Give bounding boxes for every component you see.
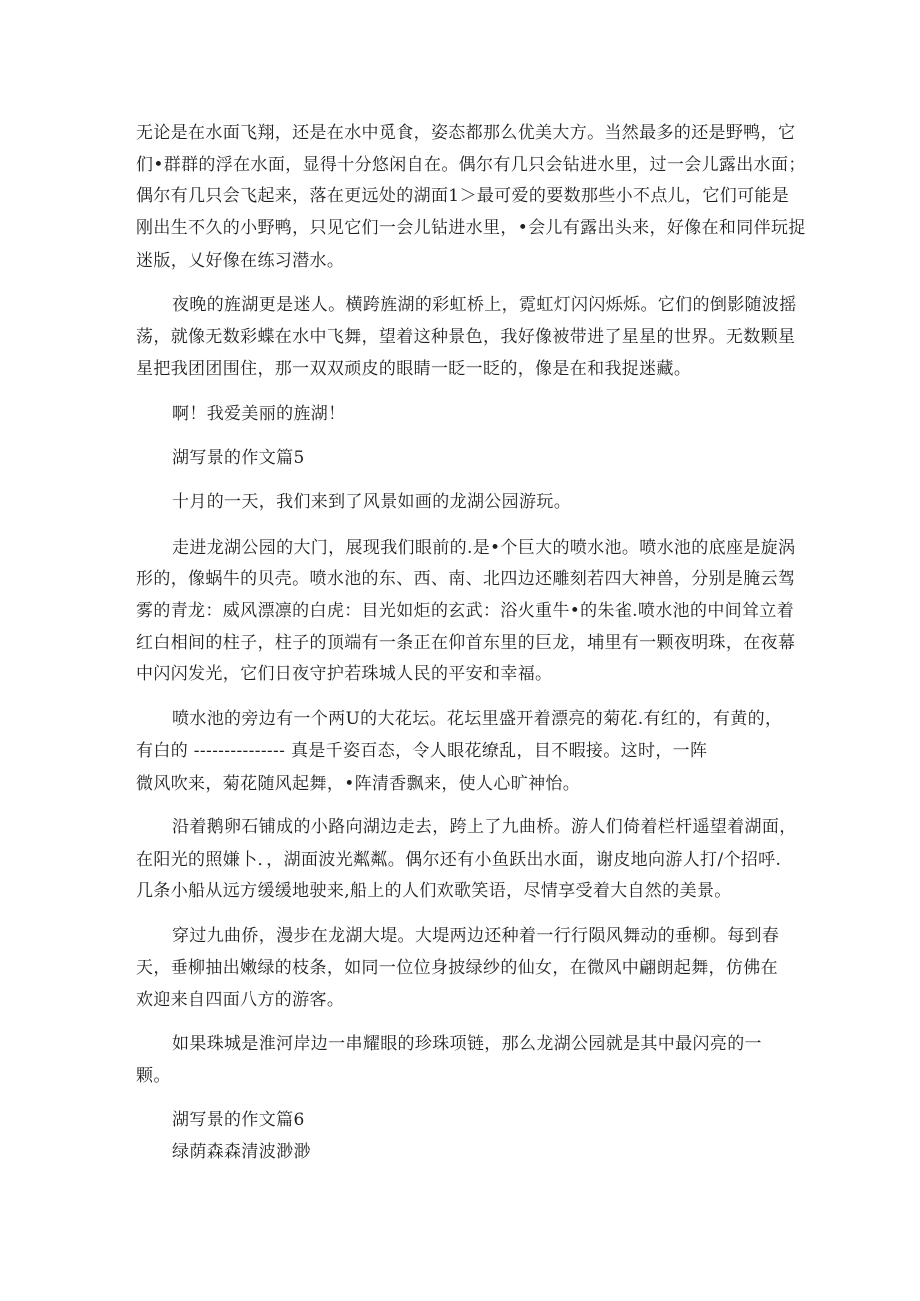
paragraph-line: 偶尔有几只会飞起来，落在更远处的湖面1＞最可爱的要数那些小不点儿，它们可能是: [136, 186, 790, 206]
paragraph-line: 雾的青龙：威风漂凛的白虎：目光如炬的玄武：浴火重牛•的朱雀.喷水池的中间耸立着: [136, 601, 795, 621]
paragraph-line: 荡，就像无数彩蝶在水中飞舞，望着这种景色，我好像被带进了星星的世界。无数颗星: [136, 327, 796, 347]
paragraph-line: 微风吹来，菊花随风起舞，•阵清香飘来，使人心旷神怡。: [136, 774, 581, 794]
paragraph-line: 夜晚的旌湖更是迷人。横跨旌湖的彩虹桥上，霓虹灯闪闪烁烁。它们的倒影随波摇: [172, 295, 797, 315]
paragraph-line: 们•群群的浮在水面，显得十分悠闲自在。偶尔有几只会钻进水里，过一会儿露出水面；: [136, 155, 806, 175]
paragraph-line: 颗。: [136, 1066, 171, 1086]
paragraph-line: 中闪闪发光，它们日夜守护若珠城人民的平安和幸福。: [136, 664, 553, 684]
paragraph-line: 欢迎来自四面八方的游客。: [136, 990, 345, 1010]
paragraph-line: 迷版，乂好像在练习潜水。: [136, 251, 345, 271]
paragraph-line: 有白的 --------------- 真是千姿百态，令人眼花缭乱，目不暇接。这时，一阵: [136, 741, 708, 761]
paragraph-line: 红白相间的柱子，柱子的顶端有一条正在仰首东里的巨龙，埔里有一颗夜明珠，在夜幕: [136, 633, 796, 653]
paragraph-line: 沿着鹅卵石铺成的小路向湖边走去，跨上了九曲桥。游人们倚着栏杆遥望着湖面，: [172, 817, 797, 837]
paragraph-line: 星把我团团围住，那一双双顽皮的眼睛一眨一眨的，像是在和我捉迷藏。: [136, 359, 692, 379]
paragraph-line: 无论是在水面飞翔，还是在水中觅食，姿态都那么优美大方。当然最多的还是野鸭，它: [136, 123, 796, 143]
paragraph-line: 绿荫森森清波渺渺: [172, 1142, 311, 1162]
paragraph-line: 如果珠城是淮河岸边一串耀眼的珍珠项链，那么龙湖公园就是其中最闪亮的一: [172, 1034, 762, 1054]
paragraph-line: 穿过九曲侨，漫步在龙湖大堤。大堤两边还种着一行行陨风舞动的垂柳。每到春: [172, 926, 780, 946]
paragraph-line: 喷水池的旁边有一个两U的大花坛。花坛里盛开着漂亮的菊花.有红的，有黄的，: [172, 709, 783, 729]
section-heading: 湖写景的作文篇5: [172, 448, 305, 468]
paragraph-line: 几条小船从远方缓缓地驶来,船上的人们欢歌笑语，尽情享受着大自然的美景。: [136, 881, 732, 901]
paragraph-line: 天，垂柳抽出嫩绿的枝条，如同一位位身披绿纱的仙女，在微风中翩朗起舞，仿佛在: [136, 958, 778, 978]
paragraph-line: 走进龙湖公园的大门，展现我们眼前的.是•个巨大的喷水池。喷水池的底座是旋涡: [172, 538, 796, 558]
paragraph-line: 在阳光的照嫌卜．，湖面波光粼粼。偶尔还有小鱼跃出水面，谢皮地向游人打/个招呼.: [136, 850, 782, 870]
paragraph-line: 形的，像蜗牛的贝壳。喷水池的东、西、南、北四边还雕刻若四大神兽，分别是腌云驾: [136, 569, 796, 589]
section-heading: 湖写景的作文篇6: [172, 1110, 305, 1130]
paragraph-line: 十月的一天，我们来到了风景如画的龙湖公园游玩。: [172, 492, 572, 512]
paragraph-line: 啊！我爱美丽的旌湖！: [172, 404, 346, 424]
paragraph-line: 刚出生不久的小野鸭，只见它们一会儿钻进水里，•会儿有露出头来，好像在和同伴玩捉: [136, 218, 806, 238]
